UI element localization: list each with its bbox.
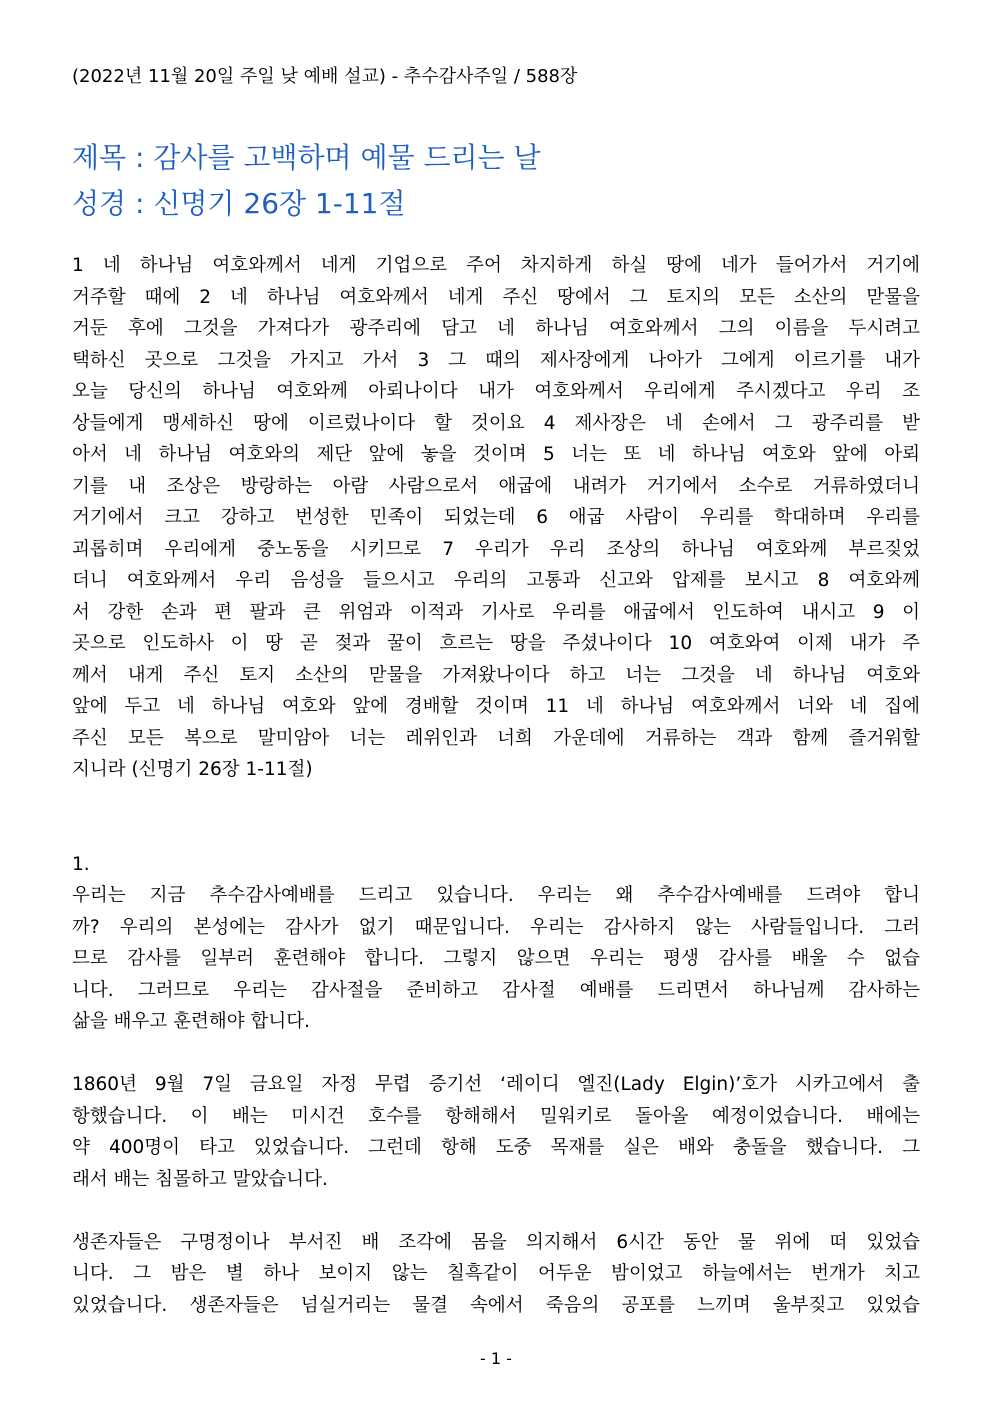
text-line: 생존자들은 구명정이나 부서진 배 조각에 몸을 의지해서 6시간 동안 물 위에 떠 있었습 <box>72 1231 920 1253</box>
text-line: 아서 네 하나님 여호와의 제단 앞에 놓을 것이며 5 너는 또 네 하나님 여호와 앞에 아뢰 <box>72 444 920 465</box>
text-line: 택하신 곳으로 그것을 가지고 가서 3 그 때의 제사장에게 나아가 그에게 이르기를 내가 <box>72 349 920 371</box>
text-line: 서 강한 손과 편 팔과 큰 위엄과 이적과 기사로 우리를 애굽에서 인도하여 내시고 9 이 <box>72 601 920 623</box>
text-line: 삶을 배우고 훈련해야 합니다. <box>72 1011 310 1032</box>
text-line: 까? 우리의 본성에는 감사가 없기 때문입니다. 우리는 감사하지 않는 사람들입니다. 그러 <box>72 916 920 938</box>
scripture-reference: 성경 : 신명기 26장 1-11절 <box>72 187 406 220</box>
text-line: 주신 모든 복으로 말미암아 너는 레위인과 너희 가운데에 거류하는 객과 함께 즐거워할 <box>72 727 920 749</box>
document-body <box>72 250 920 1321</box>
section-number: 1. <box>72 853 90 875</box>
text-line: 곳으로 인도하사 이 땅 곧 젖과 꿀이 흐르는 땅을 주셨나이다 10 여호와여 이제 내가 주 <box>72 633 920 654</box>
paragraph-1 <box>72 880 920 1038</box>
text-line: 오늘 당신의 하나님 여호와께 아뢰나이다 내가 여호와께서 우리에게 주시겠다고 우리 조 <box>72 381 920 402</box>
text-line: 1 네 하나님 여호와께서 네게 기업으로 주어 차지하게 하실 땅에 네가 들어가서 거기에 <box>72 255 920 276</box>
text-line: 괴롭히며 우리에게 중노동을 시키므로 7 우리가 우리 조상의 하나님 여호와께 부르짖었 <box>72 538 920 560</box>
sermon-title: 제목 : 감사를 고백하며 예물 드리는 날 <box>72 141 541 174</box>
text-line: 거주할 때에 2 네 하나님 여호와께서 네게 주신 땅에서 그 토지의 모든 소산의 맏물을 <box>72 286 920 308</box>
text-line: 약 400명이 타고 있었습니다. 그런데 항해 도중 목재를 실은 배와 충돌을 했습니다. 그 <box>72 1137 920 1158</box>
text-line: 거기에서 크고 강하고 번성한 민족이 되었는데 6 애굽 사람이 우리를 학대하며 우리를 <box>72 507 920 528</box>
page-number: - 1 - <box>480 1349 512 1368</box>
scripture-passage <box>72 250 920 786</box>
text-line: 께서 내게 주신 토지 소산의 맏물을 가져왔나이다 하고 너는 그것을 네 하나님 여호와 <box>72 664 920 686</box>
text-line: 더니 여호와께서 우리 음성을 들으시고 우리의 고통과 신고와 압제를 보시고 8 여호와께 <box>72 570 920 591</box>
sermon-header: (2022년 11월 20일 주일 낮 예배 설교) - 추수감사주일 / 588장 <box>72 66 578 87</box>
text-line: 니다. 그러므로 우리는 감사절을 준비하고 감사절 예배를 드리면서 하나님께 감사하는 <box>72 979 920 1001</box>
text-line: 거둔 후에 그것을 가져다가 광주리에 담고 네 하나님 여호와께서 그의 이름을 두시려고 <box>72 318 920 339</box>
text-line: 래서 배는 침몰하고 말았습니다. <box>72 1168 328 1190</box>
paragraph-2 <box>72 1069 920 1195</box>
text-line: 지니라 (신명기 26장 1-11절) <box>72 759 313 780</box>
text-line: 므로 감사를 일부러 훈련해야 합니다. 그렇지 않으면 우리는 평생 감사를 배울 수 없습 <box>72 948 920 969</box>
text-line: 니다. 그 밤은 별 하나 보이지 않는 칠흑같이 어두운 밤이었고 하늘에서는 번개가 치고 <box>72 1263 920 1284</box>
text-line: 기를 내 조상은 방랑하는 아람 사람으로서 애굽에 내려가 거기에서 소수로 거류하였더니 <box>72 475 920 497</box>
text-line: 항했습니다. 이 배는 미시건 호수를 항해해서 밀워키로 돌아올 예정이었습니다. 배에는 <box>72 1105 920 1127</box>
paragraph-3 <box>72 1227 920 1322</box>
text-line: 있었습니다. 생존자들은 넘실거리는 물결 속에서 죽음의 공포를 느끼며 울부짖고 있었습 <box>72 1294 920 1316</box>
text-line: 우리는 지금 추수감사예배를 드리고 있습니다. 우리는 왜 추수감사예배를 드려야 합니 <box>72 885 920 906</box>
text-line: 앞에 두고 네 하나님 여호와 앞에 경배할 것이며 11 네 하나님 여호와께서 너와 네 집에 <box>72 696 920 717</box>
text-line: 상들에게 맹세하신 땅에 이르렀나이다 할 것이요 4 제사장은 네 손에서 그 광주리를 받 <box>72 412 920 434</box>
text-line: 1860년 9월 7일 금요일 자정 무렵 증기선 ‘레이디 엘진(Lady Elgin)’호가 시카고에서 출 <box>72 1074 920 1095</box>
